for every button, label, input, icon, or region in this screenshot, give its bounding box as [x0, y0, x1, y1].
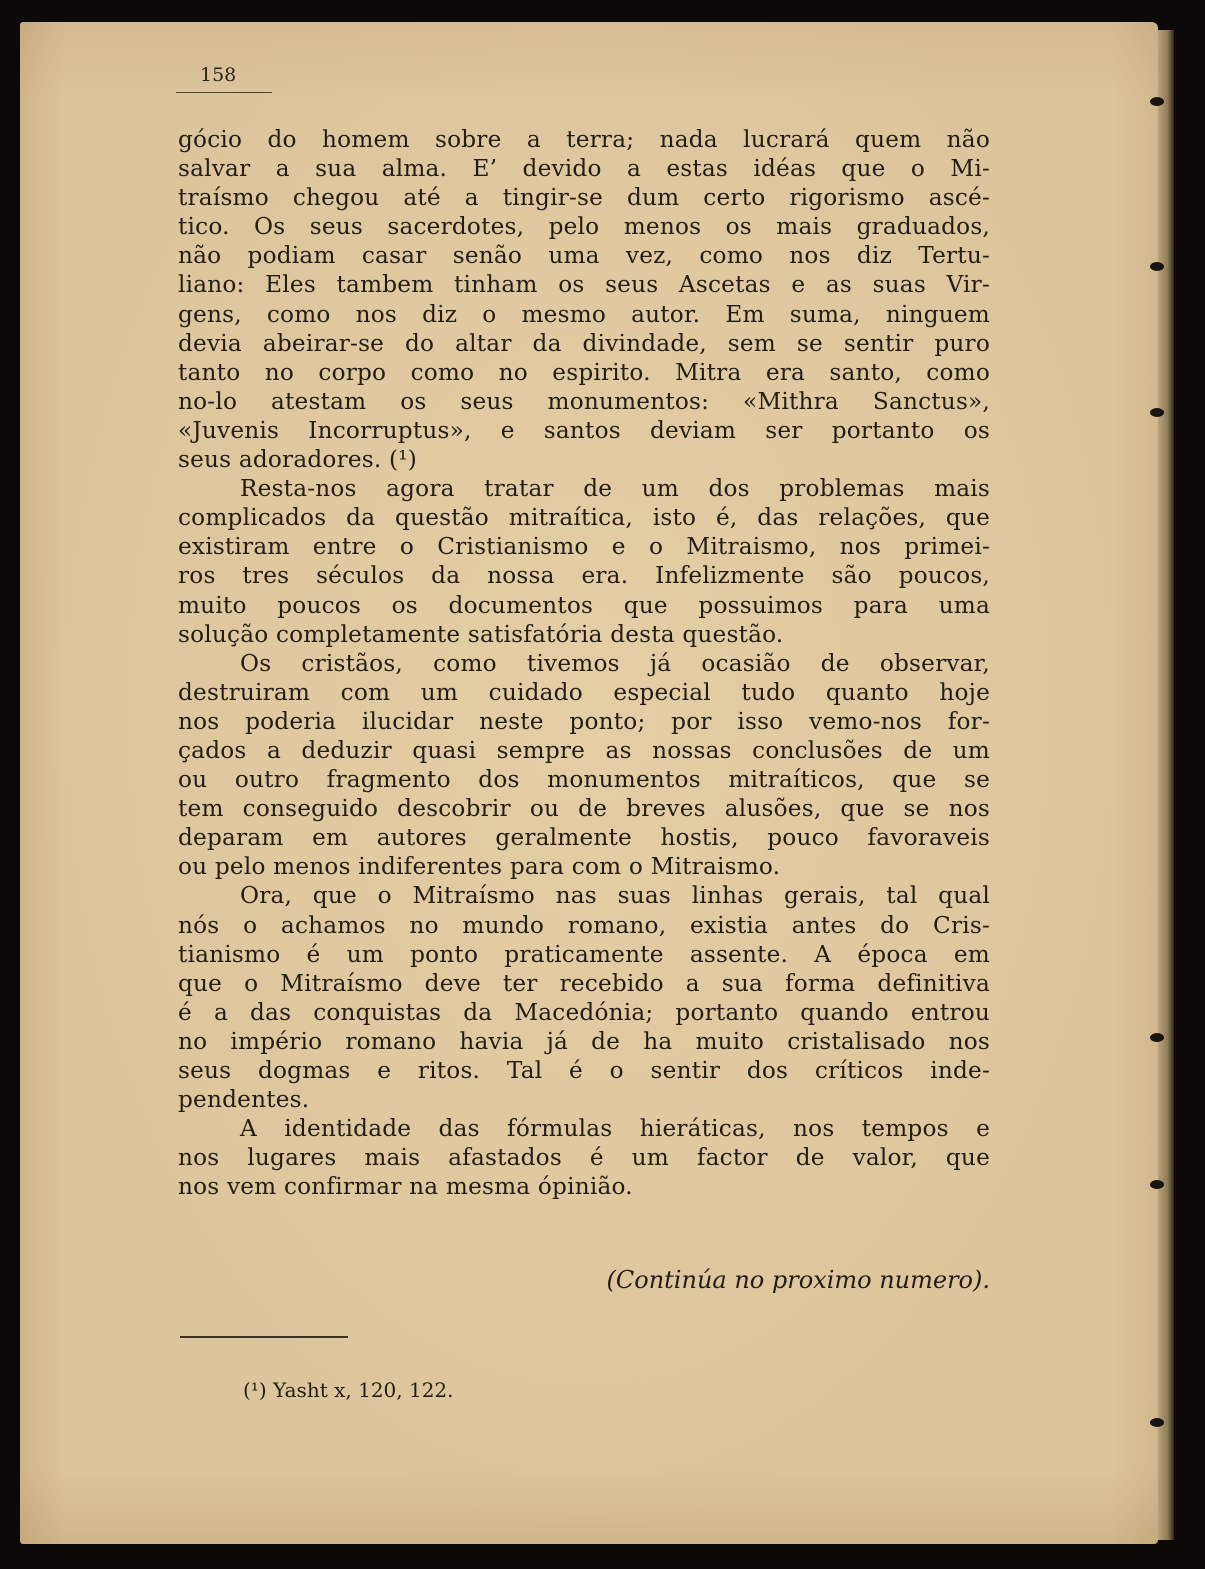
text-line: nos vem confirmar na mesma ópinião.: [178, 1173, 633, 1201]
text-line: traísmo chegou até a tingir-se dum certo rigorismo ascé-: [178, 184, 990, 212]
text-line: tianismo é um ponto praticamente assente. A época em: [178, 940, 990, 968]
text-line: ros tres séculos da nossa era. Infelizmente são poucos,: [178, 562, 990, 590]
page-number: 158: [200, 64, 237, 86]
text-line: Resta-nos agora tratar de um dos problemas mais: [240, 475, 990, 503]
text-line: gens, como nos diz o mesmo autor. Em suma, ninguem: [178, 300, 990, 328]
text-line: ou outro fragmento dos monumentos mitraíticos, que se: [178, 766, 990, 794]
binding-hole: [1150, 1033, 1164, 1042]
text-line: complicados da questão mitraítica, isto é, das relações, que: [178, 504, 990, 532]
text-line: çados a deduzir quasi sempre as nossas conclusões de um: [178, 736, 990, 764]
text-line: nos poderia ilucidar neste ponto; por isso vemo-nos for-: [178, 707, 990, 735]
text-line: devia abeirar-se do altar da divindade, sem se sentir puro: [178, 329, 990, 357]
text-line: tanto no corpo como no espirito. Mitra era santo, como: [178, 358, 990, 386]
text-line: ou pelo menos indiferentes para com o Mitraismo.: [178, 853, 781, 881]
text-line: destruiram com um cuidado especial tudo quanto hoje: [178, 678, 990, 706]
text-line: solução completamente satisfatória desta questão.: [178, 620, 784, 648]
text-line: Os cristãos, como tivemos já ocasião de observar,: [240, 649, 990, 677]
text-line: seus dogmas e ritos. Tal é o sentir dos críticos inde-: [178, 1057, 990, 1084]
body-text: [178, 125, 990, 1201]
text-line: Ora, que o Mitraísmo nas suas linhas gerais, tal qual: [240, 882, 990, 910]
binding-hole: [1150, 262, 1164, 271]
text-line: no império romano havia já de ha muito cristalisado nos: [178, 1027, 990, 1055]
text-line: nos lugares mais afastados é um factor de valor, que: [178, 1144, 990, 1172]
text-line: liano: Eles tambem tinham os seus Ascetas e as suas Vir-: [178, 271, 990, 299]
page-number-rule: [176, 92, 272, 93]
text-line: é a das conquistas da Macedónia; portanto quando entrou: [178, 998, 990, 1026]
binding-hole: [1150, 408, 1164, 417]
text-line: existiram entre o Cristianismo e o Mitraismo, nos primei-: [178, 533, 990, 561]
text-line: que o Mitraísmo deve ter recebido a sua forma definitiva: [178, 969, 990, 997]
text-line: salvar a sua alma. E’ devido a estas idéas que o Mi-: [178, 155, 990, 183]
binding-hole: [1150, 97, 1164, 106]
text-line: não podiam casar senão uma vez, como nos diz Tertu-: [178, 242, 990, 270]
text-line: no-lo atestam os seus monumentos: «Mithra Sanctus»,: [178, 387, 990, 415]
binding-edge: [1158, 30, 1174, 1540]
text-line: pendentes.: [178, 1086, 310, 1114]
footnote-rule: [180, 1336, 348, 1338]
text-line: tem conseguido descobrir ou de breves alusões, que se nos: [178, 795, 990, 823]
footnote: (¹) Yasht x, 120, 122.: [243, 1378, 454, 1402]
text-line: deparam em autores geralmente hostis, pouco favoraveis: [178, 824, 990, 852]
binding-hole: [1150, 1418, 1164, 1427]
text-line: nós o achamos no mundo romano, existia antes do Cris-: [178, 911, 990, 939]
text-line: muito poucos os documentos que possuimos para uma: [178, 591, 990, 619]
continuation-note: (Continúa no proximo numero).: [606, 1266, 990, 1294]
text-line: A identidade das fórmulas hieráticas, nos tempos e: [240, 1115, 990, 1143]
text-line: seus adoradores. (¹): [178, 446, 417, 474]
binding-hole: [1150, 1180, 1164, 1189]
text-line: tico. Os seus sacerdotes, pelo menos os mais graduados,: [178, 213, 990, 241]
text-line: «Juvenis Incorruptus», e santos deviam ser portanto os: [178, 416, 990, 444]
text-line: gócio do homem sobre a terra; nada lucrará quem não: [178, 126, 990, 153]
